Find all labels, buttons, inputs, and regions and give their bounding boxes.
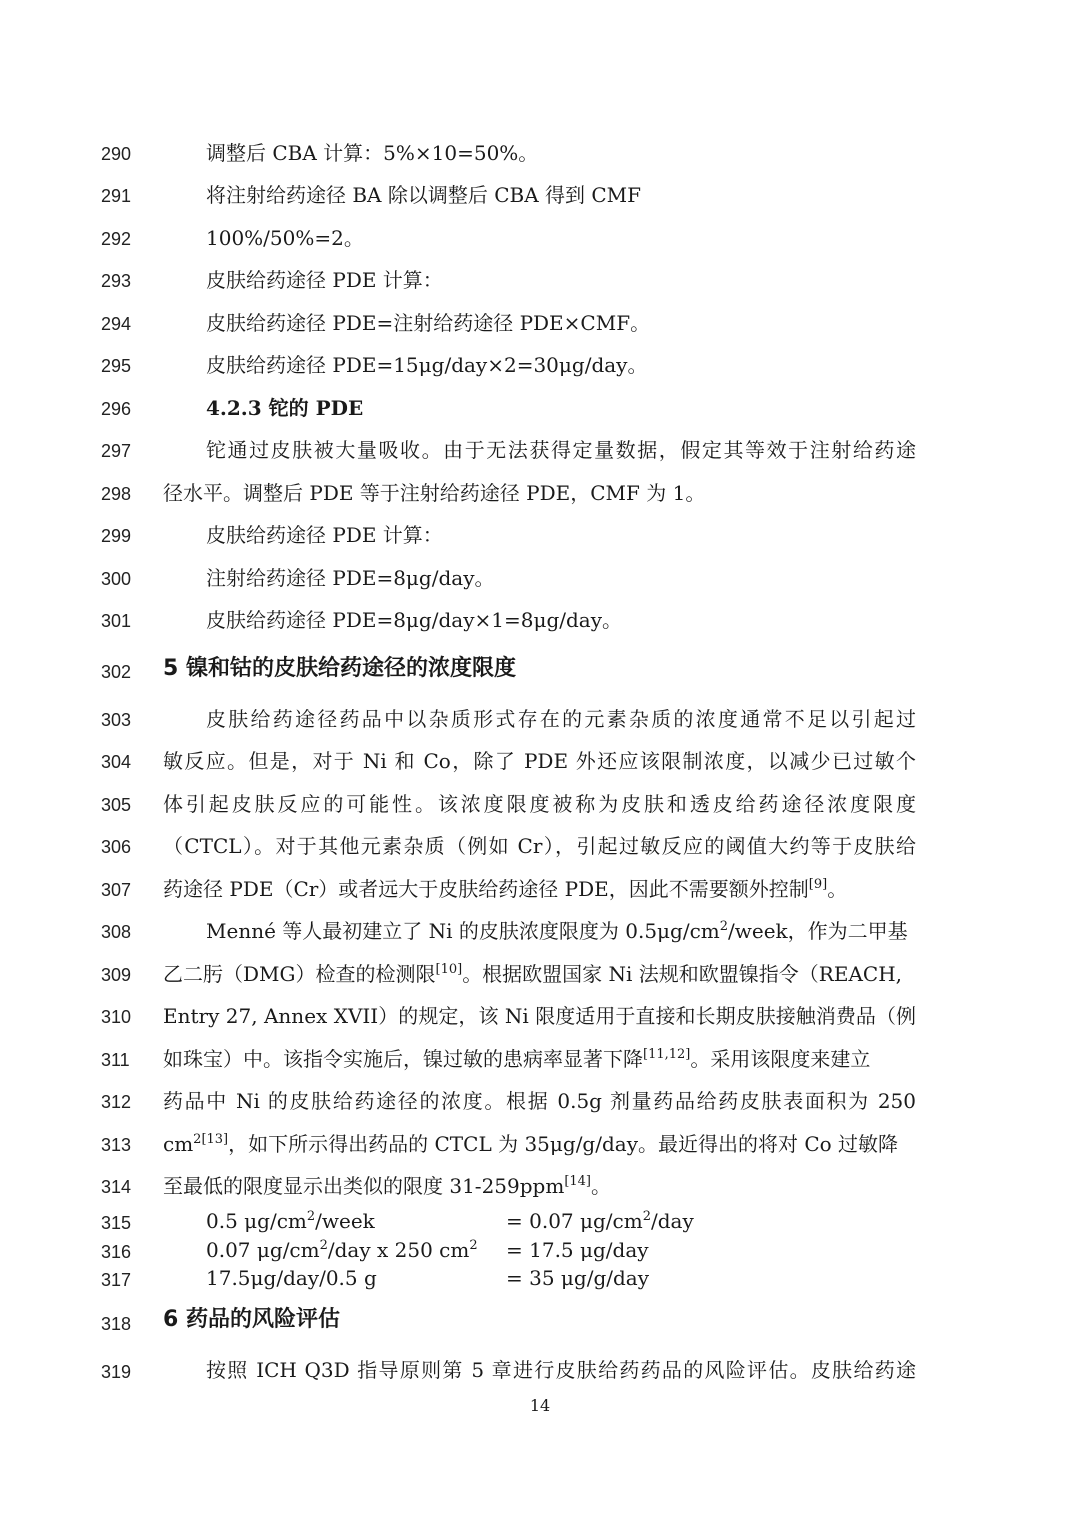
line-number: 309 bbox=[101, 965, 132, 985]
superscript: 2 bbox=[319, 1238, 328, 1253]
line-number: 295 bbox=[101, 356, 132, 376]
line-number: 312 bbox=[101, 1092, 132, 1112]
superscript: 2 bbox=[306, 1209, 316, 1224]
line-number: 294 bbox=[101, 314, 132, 334]
subsection-heading: 4.2.3 铊的 PDE bbox=[206, 396, 364, 420]
text-segment: /week，作为二甲基 bbox=[728, 919, 908, 943]
line-number: 314 bbox=[101, 1177, 132, 1197]
calc-text: 0.07 μg/cm bbox=[206, 1238, 320, 1262]
text-line: 敏反应。但是，对于 Ni 和 Co，除了 PDE 外还应该限制浓度，以减少已过敏个 bbox=[163, 749, 916, 773]
citation-superscript: [10] bbox=[435, 962, 463, 977]
citation-superscript: [9] bbox=[808, 877, 828, 892]
calc-right bbox=[506, 1209, 694, 1233]
calc-right bbox=[506, 1238, 649, 1262]
text-line: 径水平。调整后 PDE 等于注射给药途径 PDE，CMF 为 1。 bbox=[163, 481, 706, 505]
superscript: 2 bbox=[719, 919, 729, 934]
text-line: 皮肤给药途径 PDE=15μg/day×2=30μg/day。 bbox=[206, 353, 648, 377]
text-line: 将注射给药途径 BA 除以调整后 CBA 得到 CMF bbox=[206, 183, 642, 207]
citation-superscript: [14] bbox=[564, 1174, 591, 1189]
line-number: 298 bbox=[101, 484, 132, 504]
text-segment: 。根据欧盟国家 Ni 法规和欧盟镍指令（REACH, bbox=[462, 962, 903, 986]
text-line: 皮肤给药途径 PDE=8μg/day×1=8μg/day。 bbox=[206, 608, 623, 632]
line-number: 316 bbox=[101, 1242, 132, 1262]
calc-text: 0.5 μg/cm bbox=[206, 1209, 307, 1233]
text-line bbox=[163, 877, 923, 901]
calc-text: 17.5μg/day/0.5 g bbox=[206, 1266, 377, 1290]
text-line: （CTCL）。对于其他元素杂质（例如 Cr），引起过敏反应的阈值大约等于皮肤给 bbox=[163, 834, 916, 858]
calc-left bbox=[206, 1209, 375, 1233]
text-line bbox=[163, 1047, 923, 1071]
text-segment: 。 bbox=[827, 877, 848, 901]
line-number: 311 bbox=[101, 1050, 130, 1070]
calc-text: = 35 μg/g/day bbox=[506, 1266, 650, 1290]
text-line: 按照 ICH Q3D 指导原则第 5 章进行皮肤给药药品的风险评估。皮肤给药途 bbox=[206, 1358, 916, 1382]
line-number: 305 bbox=[101, 795, 132, 815]
calc-left bbox=[206, 1266, 377, 1290]
line-number: 296 bbox=[101, 399, 132, 419]
text-segment: Menné 等人最初建立了 Ni 的皮肤浓度限度为 0.5μg/cm bbox=[206, 919, 720, 943]
line-number: 313 bbox=[101, 1135, 132, 1155]
text-segment: cm bbox=[163, 1132, 194, 1156]
text-line: 皮肤给药途径 PDE 计算： bbox=[206, 523, 443, 547]
text-line: Entry 27, Annex XVII）的规定，该 Ni 限度适用于直接和长期皮肤接触消费品（例 bbox=[163, 1004, 916, 1028]
line-number: 307 bbox=[101, 880, 132, 900]
text-line: 铊通过皮肤被大量吸收。由于无法获得定量数据，假定其等效于注射给药途 bbox=[206, 438, 916, 462]
text-line: 体引起皮肤反应的可能性。该浓度限度被称为皮肤和透皮给药途径浓度限度 bbox=[163, 792, 916, 816]
text-line bbox=[163, 1132, 923, 1156]
calc-text: /week bbox=[315, 1209, 375, 1233]
text-line: 皮肤给药途径 PDE=注射给药途径 PDE×CMF。 bbox=[206, 311, 651, 335]
text-line: 调整后 CBA 计算：5%×10=50%。 bbox=[206, 141, 539, 165]
line-number: 297 bbox=[101, 441, 132, 461]
line-number: 292 bbox=[101, 229, 132, 249]
calc-text: /day bbox=[651, 1209, 694, 1233]
line-number: 310 bbox=[101, 1007, 132, 1027]
text-segment: 如珠宝）中。该指令实施后，镍过敏的患病率显著下降 bbox=[163, 1047, 643, 1071]
citation-superscript: [11,12] bbox=[643, 1047, 691, 1062]
page-number: 14 bbox=[529, 1396, 551, 1415]
line-number: 317 bbox=[101, 1270, 132, 1290]
text-segment: 乙二肟（DMG）检查的检测限 bbox=[163, 962, 436, 986]
text-segment: 。 bbox=[591, 1174, 611, 1198]
line-number: 290 bbox=[101, 144, 132, 164]
calc-text: = 17.5 μg/day bbox=[506, 1238, 649, 1262]
line-number: 291 bbox=[101, 186, 132, 206]
text-segment: 。采用该限度来建立 bbox=[690, 1047, 871, 1071]
line-number: 319 bbox=[101, 1362, 132, 1382]
line-number: 299 bbox=[101, 526, 132, 546]
line-number: 308 bbox=[101, 922, 132, 942]
calc-text: = 0.07 μg/cm bbox=[506, 1209, 643, 1233]
calc-text: /day x 250 cm bbox=[327, 1238, 470, 1262]
text-line bbox=[206, 919, 966, 943]
text-line: 药品中 Ni 的皮肤给药途径的浓度。根据 0.5g 剂量药品给药皮肤表面积为 250 bbox=[163, 1089, 916, 1113]
text-line bbox=[163, 1174, 923, 1198]
line-number: 306 bbox=[101, 837, 132, 857]
line-number: 300 bbox=[101, 569, 132, 589]
line-number: 304 bbox=[101, 752, 132, 772]
superscript: 2[13] bbox=[193, 1132, 229, 1147]
text-line: 皮肤给药途径药品中以杂质形式存在的元素杂质的浓度通常不足以引起过 bbox=[206, 707, 916, 731]
calc-left bbox=[206, 1238, 478, 1262]
calc-right bbox=[506, 1266, 649, 1290]
superscript: 2 bbox=[642, 1209, 651, 1224]
line-number: 303 bbox=[101, 710, 132, 730]
text-segment: 至最低的限度显示出类似的限度 31-259ppm bbox=[163, 1174, 565, 1198]
line-number: 302 bbox=[101, 662, 132, 682]
superscript: 2 bbox=[469, 1238, 478, 1253]
text-segment: ，如下所示得出药品的 CTCL 为 35μg/g/day。最近得出的将对 Co 过敏降 bbox=[228, 1132, 899, 1156]
section-heading: 5 镍和钴的皮肤给药途径的浓度限度 bbox=[163, 656, 516, 681]
line-number: 315 bbox=[101, 1213, 132, 1233]
text-line bbox=[163, 962, 923, 986]
text-line: 皮肤给药途径 PDE 计算： bbox=[206, 268, 443, 292]
text-line: 100%/50%=2。 bbox=[206, 226, 364, 250]
line-number: 318 bbox=[101, 1314, 132, 1334]
text-line: 注射给药途径 PDE=8μg/day。 bbox=[206, 566, 495, 590]
line-number: 301 bbox=[101, 611, 132, 631]
line-number: 293 bbox=[101, 271, 132, 291]
text-segment: 药途径 PDE（Cr）或者远大于皮肤给药途径 PDE，因此不需要额外控制 bbox=[163, 877, 809, 901]
section-heading: 6 药品的风险评估 bbox=[163, 1307, 340, 1332]
